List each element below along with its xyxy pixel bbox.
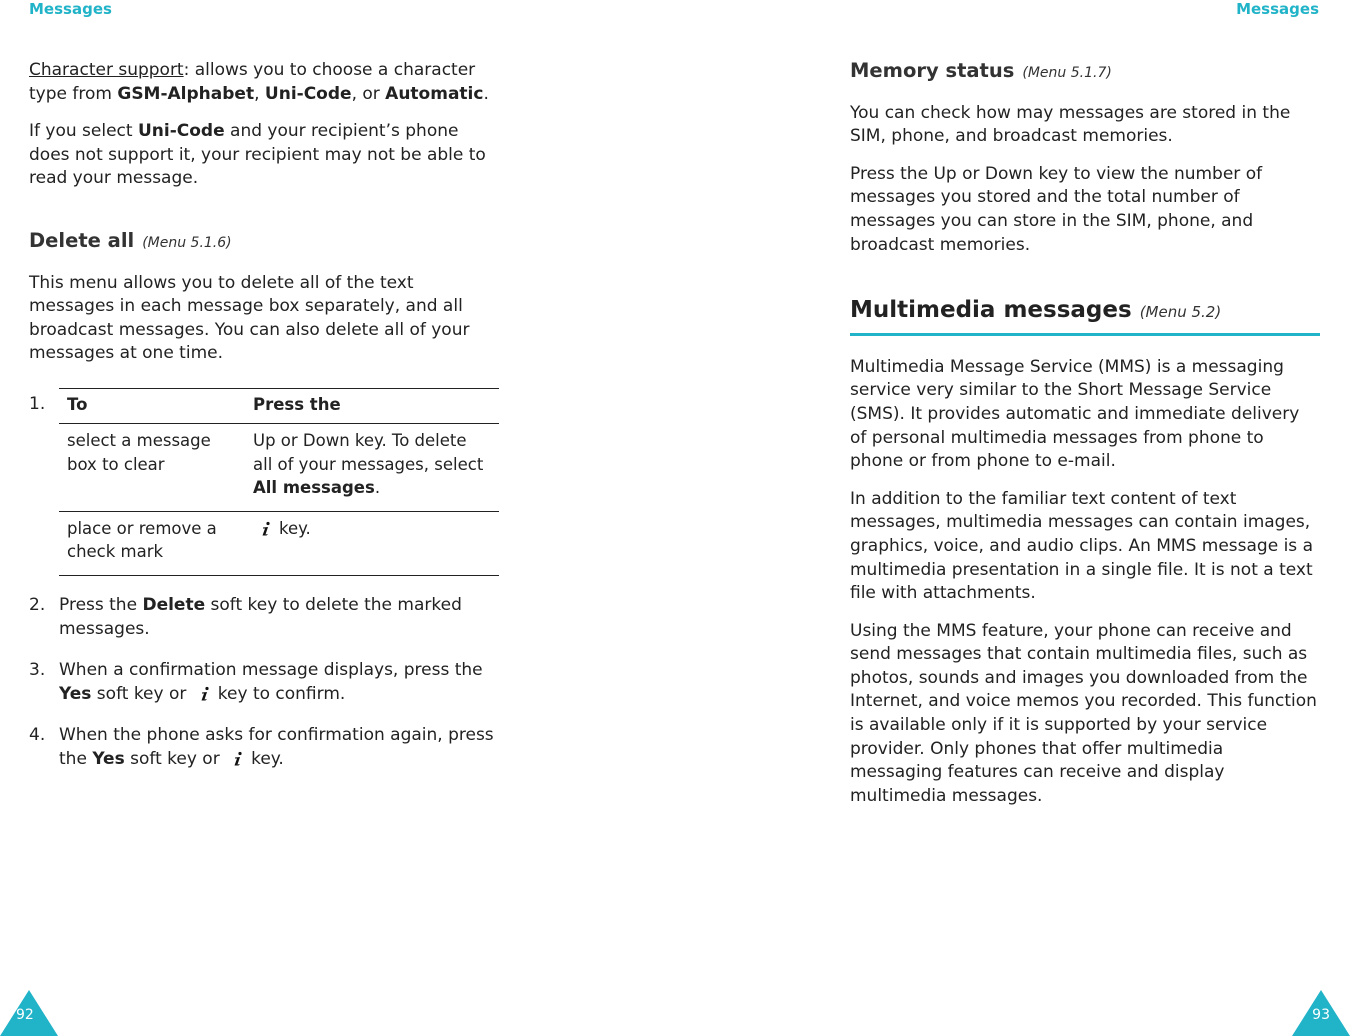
table-row: [59, 424, 499, 512]
right-running-header: Messages: [1236, 0, 1319, 18]
table-cell: key.: [245, 511, 499, 575]
table-header-press: Press the: [245, 388, 499, 424]
step-2: 2. Press the Delete soft key to delete the marked messages.: [29, 594, 462, 639]
delete-all-description: This menu allows you to delete all of the text messages in each message box separately, and all broadcast messages. You can also delete all of your messages at one time.: [29, 272, 470, 364]
memory-status-paragraph: Press the Up or Down key to view the number of messages you stored and the total number of messages you can store in the SIM, phone, and broadcast memories.: [850, 163, 1263, 255]
table-header-row: [59, 388, 499, 424]
step-1: [29, 388, 499, 576]
left-page-content: [29, 59, 499, 790]
memory-status-heading: Memory status (Menu 5.1.7): [850, 59, 1112, 82]
memory-status-menu-ref: (Menu 5.1.7): [1022, 65, 1112, 81]
character-support-paragraph: Character support: allows you to choose a character type from GSM-Alphabet, Uni-Code, or Automatic.: [29, 60, 489, 104]
table-cell: select a message box to clear: [59, 424, 245, 512]
info-key-icon: [229, 751, 247, 767]
step-3: 3. When a confirmation message displays, press the Yes soft key or key to confirm.: [29, 660, 483, 704]
info-key-icon: [196, 686, 214, 702]
memory-status-paragraph: You can check how may messages are stored in the SIM, phone, and broadcast memories.: [850, 102, 1291, 147]
table-cell: Up or Down key. To delete all of your messages, select All messages.: [245, 424, 499, 512]
table-row: [59, 511, 499, 575]
table-header-to: To: [59, 388, 245, 424]
character-support-term: Character support: [29, 60, 184, 80]
mms-paragraph: Using the MMS feature, your phone can receive and send messages that contain multimedia files, such as photos, sounds and images you downloaded from the Internet, and voice memos you recorded. This function is available only if it is supported by your service provider. Only phones that offer multimedia messaging features can receive and display multimedia messages.: [850, 620, 1317, 806]
mms-paragraph: In addition to the familiar text content of text messages, multimedia messages can contain images, graphics, voice, and audio clips. An MMS message is a multimedia presentation in a single file. It is not a text file with attachments.: [850, 488, 1313, 604]
page-number-left: 92: [16, 1007, 34, 1024]
multimedia-messages-menu-ref: (Menu 5.2): [1139, 303, 1222, 322]
page-number-right: 93: [1312, 1007, 1330, 1024]
right-page-content: [850, 59, 1320, 822]
table-cell: place or remove a check mark: [59, 511, 245, 575]
delete-all-menu-ref: (Menu 5.1.6): [142, 234, 232, 251]
unicode-note-paragraph: If you select Uni-Code and your recipient’s phone does not support it, your recipient may not be able to read your message.: [29, 121, 486, 189]
delete-all-heading: Delete all (Menu 5.1.6): [29, 228, 232, 252]
left-running-header: Messages: [29, 0, 112, 18]
info-key-icon: [257, 521, 275, 537]
mms-paragraph: Multimedia Message Service (MMS) is a messaging service very similar to the Short Message Service (SMS). It provides automatic and immediate delivery of personal multimedia messages from phone to phone or from phone to e-mail.: [850, 356, 1300, 472]
multimedia-messages-heading: Multimedia messages (Menu 5.2): [850, 299, 1320, 336]
instruction-table: [59, 388, 499, 576]
step-1-number: 1.: [29, 393, 46, 414]
step-4: 4. When the phone asks for confirmation again, press the Yes soft key or key.: [29, 725, 494, 769]
